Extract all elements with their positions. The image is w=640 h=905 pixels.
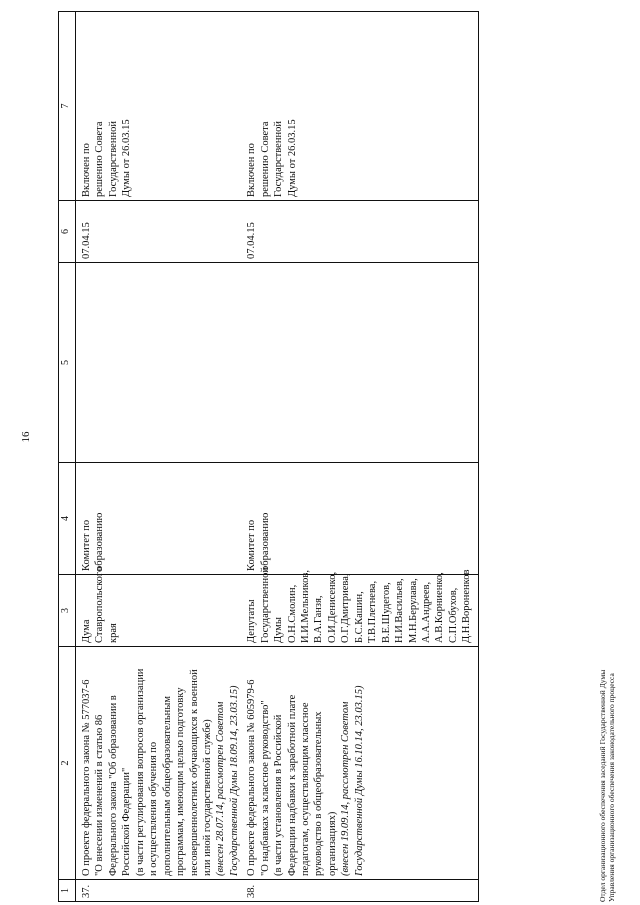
column-header: 5 xyxy=(59,263,76,463)
table-row xyxy=(76,12,243,902)
column-header: 4 xyxy=(59,463,76,575)
page-number: 16 xyxy=(20,431,32,443)
bill-note-line: Государственной Думы 18.09.14, 23.03.15) xyxy=(228,685,240,876)
committee-line: Комитет по xyxy=(246,519,258,571)
initiator-line: М.Н.Берулава, xyxy=(407,578,419,643)
column-header: 3 xyxy=(59,575,76,647)
column-header: 1 xyxy=(59,880,76,902)
initiator-line: С.П.Обухов, xyxy=(447,587,459,643)
initiator-line: Думы xyxy=(273,617,285,643)
bill-detail-line: организациях) xyxy=(326,811,338,876)
status-cell xyxy=(76,12,243,201)
bill-detail-line: руководство в общеобразовательных xyxy=(313,711,325,876)
page-footer xyxy=(598,670,616,902)
date-cell: 07.04.15 xyxy=(76,201,243,263)
footer-department-line: Отдел организационного обеспечения заседаний Государственной Думы xyxy=(598,669,607,902)
bill-title-line: Федерального закона "Об образовании в xyxy=(107,695,119,876)
bill-description xyxy=(76,647,243,880)
initiator-line: И.И.Мельников, xyxy=(300,570,311,643)
rotated-page xyxy=(20,2,620,902)
initiator xyxy=(242,567,478,647)
status-line: Государственной xyxy=(273,121,285,197)
row-number: 37. xyxy=(76,880,243,902)
initiator-line: В.А.Ганзя, xyxy=(313,595,325,643)
initiator xyxy=(76,566,243,647)
status-line: Думы от 26.03.15 xyxy=(121,119,133,197)
status-line: Включен по xyxy=(246,143,258,197)
status-line: решению Совета xyxy=(94,121,106,197)
date-cell: 07.04.15 xyxy=(242,201,478,263)
initiator-line: А.А.Андреев, xyxy=(420,581,432,643)
initiator-line: Н.И.Васильев, xyxy=(394,578,406,643)
status-line: решению Совета xyxy=(259,121,271,197)
bill-detail-line: (в части регулирования вопросов организации xyxy=(134,668,146,876)
status-line: Государственной xyxy=(107,121,119,197)
initiator-line: Ставропольского xyxy=(94,566,106,643)
initiator-line: Б.С.Кашин, xyxy=(353,591,365,643)
bill-detail-line: дополнительным общеобразовательным xyxy=(161,695,173,876)
initiator-line: Государственной xyxy=(259,567,271,643)
bill-title-line: "О надбавках за классное руководство" xyxy=(259,700,271,876)
bill-note-line: (внесен 28.07.14, рассмотрен Советом xyxy=(215,701,227,876)
initiator-line: Депутаты xyxy=(246,599,258,643)
column-header: 6 xyxy=(59,201,76,263)
bill-note-line: (внесен 19.09.14, рассмотрен Советом xyxy=(340,701,352,876)
column-header: 7 xyxy=(59,12,76,201)
bill-note-line: Государственной Думы 16.10.14, 23.03.15) xyxy=(353,685,365,876)
initiator-line: В.Е.Шудегов, xyxy=(380,582,392,643)
initiator-line: А.В.Корниенко, xyxy=(434,572,446,643)
footer-directorate-line: Управления организационного обеспечения законодательного процесса xyxy=(607,673,616,902)
committee-line: Комитет по xyxy=(81,519,92,571)
column-5-cell xyxy=(242,263,478,463)
initiator-line: О.Н.Смолин, xyxy=(286,584,298,643)
responsible-committee xyxy=(242,463,478,575)
column-header: 2 xyxy=(59,647,76,880)
committee-line: образованию xyxy=(259,512,271,571)
agenda-table xyxy=(58,11,479,902)
bill-title-line: О проекте федерального закона № 577037-6 xyxy=(81,679,92,876)
bill-detail-line: (в части установления в Российской xyxy=(273,714,285,876)
bill-description xyxy=(242,647,478,880)
bill-detail-line: и осуществления обучения по xyxy=(148,741,160,876)
status-cell xyxy=(242,12,478,201)
initiator-line: О.Г.Дмитриева, xyxy=(340,573,352,643)
bill-detail-line: программам, имеющим целью подготовку xyxy=(175,687,187,876)
bill-detail-line: несовершеннолетних обучающихся к военной xyxy=(188,669,200,876)
row-number: 38. xyxy=(242,880,478,902)
initiator-line: края xyxy=(107,623,119,643)
bill-title-line: О проекте федерального закона № 605979-6 xyxy=(246,679,258,876)
table-row xyxy=(242,12,478,902)
bill-detail-line: или иной государственной службе) xyxy=(201,719,213,876)
bill-title-line: "О внесении изменений в статью 86 xyxy=(94,714,106,876)
initiator-line: Т.В.Плетнева, xyxy=(367,580,379,643)
bill-detail-line: педагогам, осуществляющим классное xyxy=(300,702,311,876)
bill-title-line: Российской Федерации" xyxy=(121,767,133,876)
bill-detail-line: Федерации надбавки к заработной плате xyxy=(286,694,298,876)
column-5-cell xyxy=(76,263,243,463)
initiator-line: Д.Н.Вороненков xyxy=(461,569,473,643)
table-header-row xyxy=(59,12,76,902)
initiator-line: Дума xyxy=(81,619,92,643)
status-line: Думы от 26.03.15 xyxy=(286,119,298,197)
committee-line: образованию xyxy=(94,512,106,571)
status-line: Включен по xyxy=(81,143,92,197)
initiator-line: О.И.Денисенко, xyxy=(326,571,338,643)
responsible-committee xyxy=(76,463,243,575)
